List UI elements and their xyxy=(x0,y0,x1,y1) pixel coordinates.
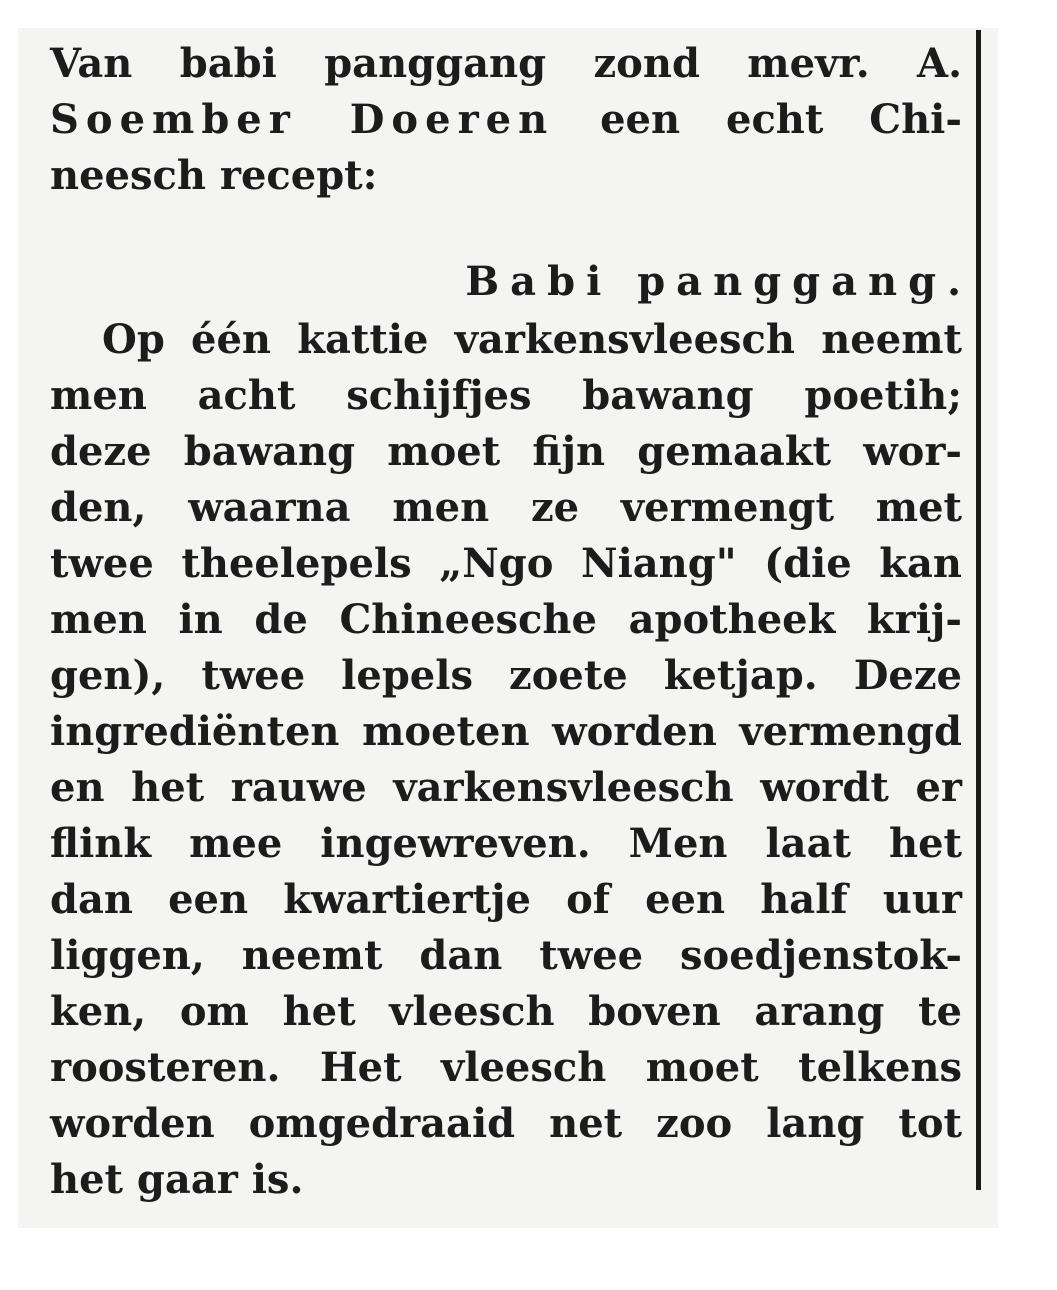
intro-line-2 xyxy=(50,92,962,148)
column-rule xyxy=(976,30,981,1190)
recipe-line: liggen, neemt dan twee soedjenstok- xyxy=(50,932,962,979)
recipe-line: men acht schijfjes bawang poetih; xyxy=(50,372,962,419)
recipe-line: flink mee ingewreven. Men laat het xyxy=(50,820,962,867)
recipe-line: dan een kwartiertje of een half uur xyxy=(50,876,962,923)
intro-line-1: Van babi panggang zond mevr. A. xyxy=(50,40,962,87)
recipe-line: en het rauwe varkensvleesch wordt er xyxy=(50,764,962,811)
recipe-line: roosteren. Het vleesch moet telkens xyxy=(50,1044,962,1091)
recipe-line: het gaar is. xyxy=(50,1156,304,1203)
recipe-line: ingrediënten moeten worden vermengd xyxy=(50,708,962,755)
recipe-title: Babi panggang. xyxy=(465,258,972,305)
recipe-line: worden omgedraaid net zoo lang tot xyxy=(50,1100,962,1147)
recipe-line: twee theelepels „Ngo Niang" (die kan xyxy=(50,540,962,587)
recipe-line: gen), twee lepels zoete ketjap. Deze xyxy=(50,652,962,699)
sender-name: Soember Doeren xyxy=(50,96,555,143)
recipe-line: ken, om het vleesch boven arang te xyxy=(50,988,962,1035)
recipe-line: deze bawang moet fijn gemaakt wor- xyxy=(50,428,962,475)
intro-line-3: neesch recept: xyxy=(50,152,378,199)
intro-line-2-rest: een echt Chi- xyxy=(600,96,962,143)
recipe-line: men in de Chineesche apotheek krij- xyxy=(50,596,962,643)
recipe-line: Op één kattie varkensvleesch neemt xyxy=(102,316,962,363)
article-text xyxy=(50,36,972,1208)
recipe-line: den, waarna men ze vermengt met xyxy=(50,484,962,531)
